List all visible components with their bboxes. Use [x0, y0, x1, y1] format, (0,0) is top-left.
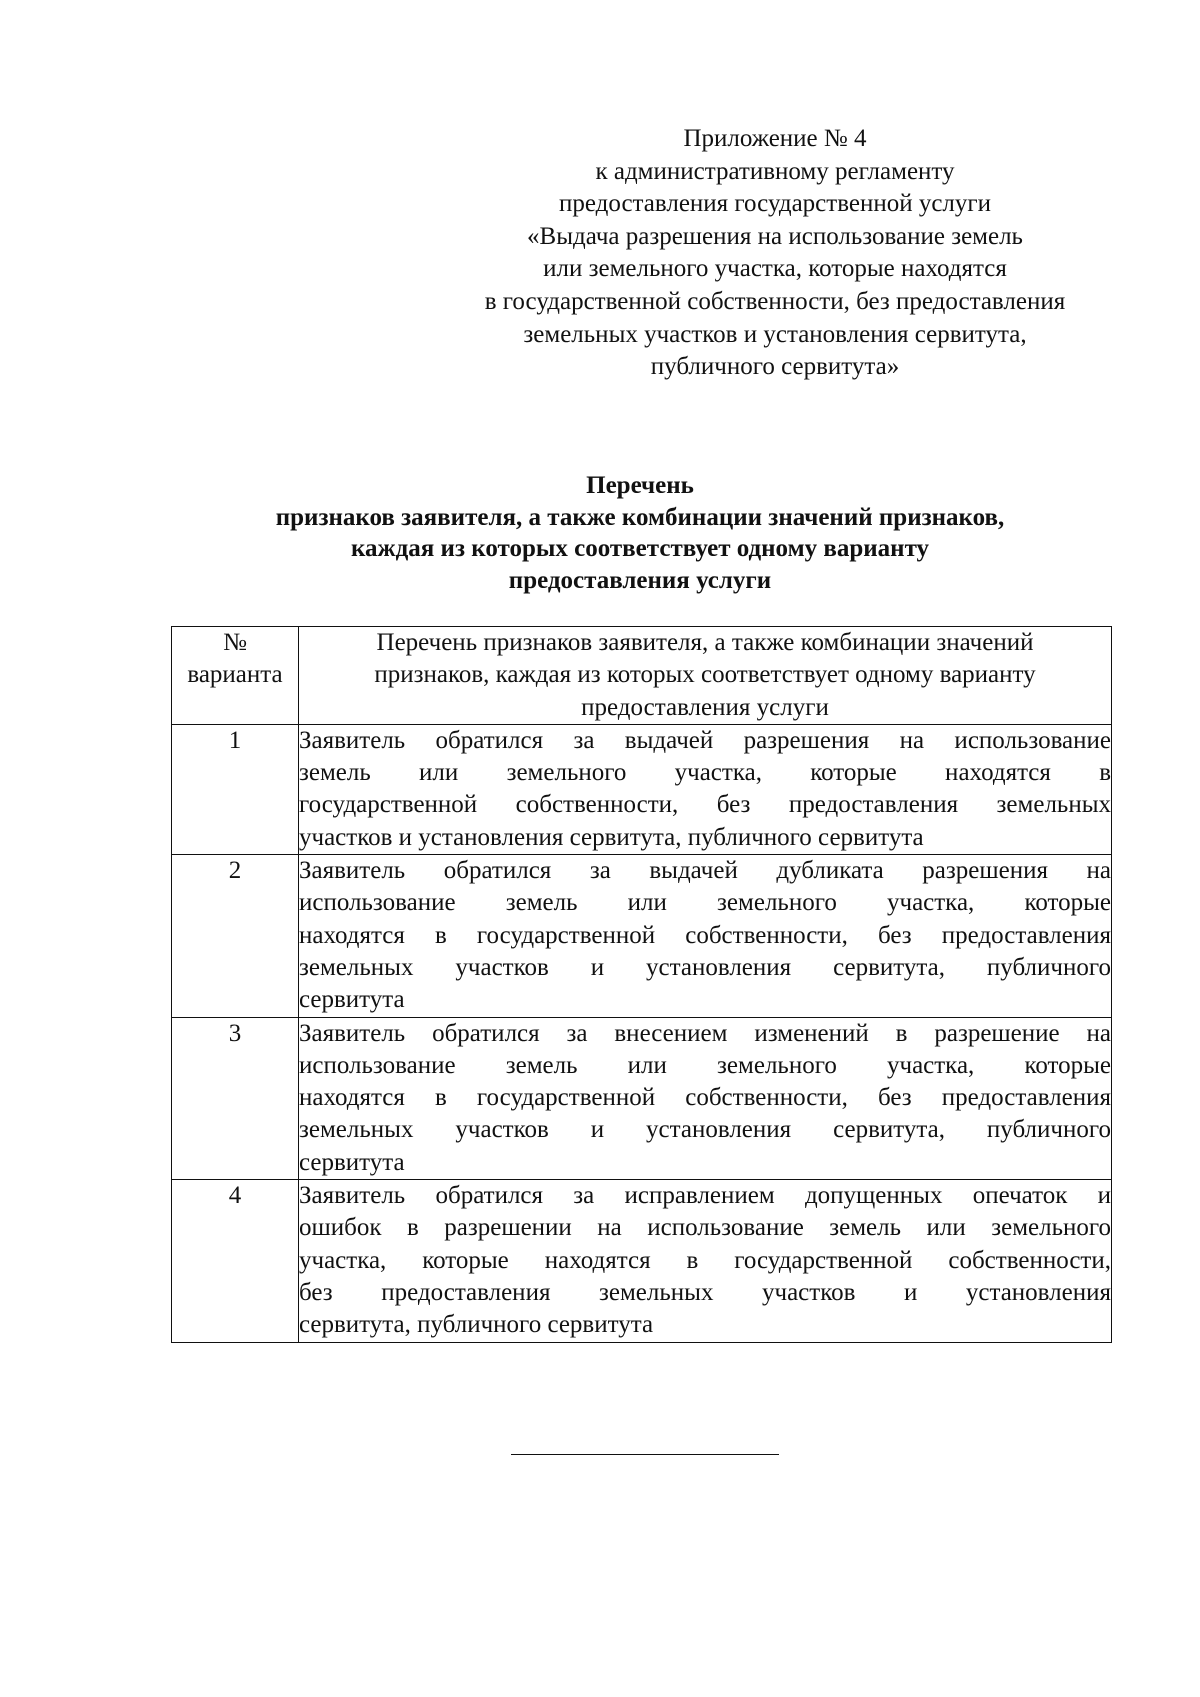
description-line: Заявитель обратился за выдачей дубликата разрешения на: [299, 857, 1111, 885]
variant-number: 3: [172, 1017, 299, 1179]
title-line: признаков заявителя, а также комбинации значений признаков,: [275, 503, 1005, 531]
table-header-row: [172, 627, 1112, 725]
description-line: без предоставления земельных участков и установления: [299, 1278, 1111, 1306]
description-line: государственной собственности, без предоставления земельных: [299, 791, 1111, 819]
header-line: №: [223, 629, 247, 656]
annex-line: предоставления государственной услуги: [558, 190, 992, 218]
header-variant-number: [172, 627, 299, 725]
variants-table: [171, 626, 1112, 1343]
description-line: находятся в государственной собственности, без предоставления: [299, 1084, 1111, 1112]
annex-line: в государственной собственности, без предоставления: [484, 287, 1066, 315]
header-line: признаков, каждая из которых соответствует одному варианту: [374, 661, 1036, 689]
annex-line: земельных участков и установления сервитута,: [523, 320, 1027, 348]
table-row: [172, 855, 1112, 1017]
variant-description: [299, 1017, 1112, 1179]
annex-line: Приложение № 4: [683, 125, 867, 152]
description-line: участков и установления сервитута, публичного сервитута: [299, 823, 924, 851]
document-title: [170, 470, 1110, 596]
annex-line: публичного сервитута»: [650, 353, 900, 381]
title-line: каждая из которых соответствует одному варианту: [350, 535, 930, 562]
header-line: варианта: [187, 661, 283, 689]
annex-line: или земельного участка, которые находятся: [543, 255, 1007, 283]
header-line: предоставления услуги: [581, 693, 829, 721]
description-line: сервитута, публичного сервитута: [299, 1311, 654, 1339]
description-line: Заявитель обратился за внесением изменений в разрешение на: [299, 1019, 1111, 1047]
variant-description: [299, 855, 1112, 1017]
variant-number: 1: [172, 724, 299, 854]
description-line: участка, которые находятся в государственной собственности,: [299, 1246, 1111, 1274]
annex-reference: [435, 123, 1115, 384]
title-line: предоставления услуги: [508, 566, 772, 594]
closing-rule: [511, 1454, 779, 1455]
title-line: Перечень: [586, 472, 694, 499]
variant-description: [299, 724, 1112, 854]
description-line: ошибок в разрешении на использование земель или земельного: [299, 1214, 1111, 1242]
description-line: использование земель или земельного участка, которые: [299, 1051, 1111, 1079]
description-line: Заявитель обратился за исправлением допущенных опечаток и: [299, 1182, 1111, 1210]
table-row: [172, 1180, 1112, 1342]
description-line: земель или земельного участка, которые находятся в: [299, 759, 1111, 787]
description-line: Заявитель обратился за выдачей разрешения на использование: [299, 726, 1111, 754]
variant-number: 2: [172, 855, 299, 1017]
variant-number: 4: [172, 1180, 299, 1342]
description-line: использование земель или земельного участка, которые: [299, 889, 1111, 917]
header-line: Перечень признаков заявителя, а также комбинации значений: [376, 629, 1034, 656]
annex-line: «Выдача разрешения на использование земель: [527, 222, 1023, 250]
description-line: сервитута: [299, 986, 405, 1014]
description-line: земельных участков и установления сервитута, публичного: [299, 953, 1111, 981]
description-line: земельных участков и установления сервитута, публичного: [299, 1116, 1111, 1144]
annex-line: к административному регламенту: [595, 157, 955, 185]
header-criteria: [299, 627, 1112, 725]
table-row: [172, 724, 1112, 854]
variant-description: [299, 1180, 1112, 1342]
table-row: [172, 1017, 1112, 1179]
description-line: находятся в государственной собственности, без предоставления: [299, 921, 1111, 949]
description-line: сервитута: [299, 1148, 405, 1176]
